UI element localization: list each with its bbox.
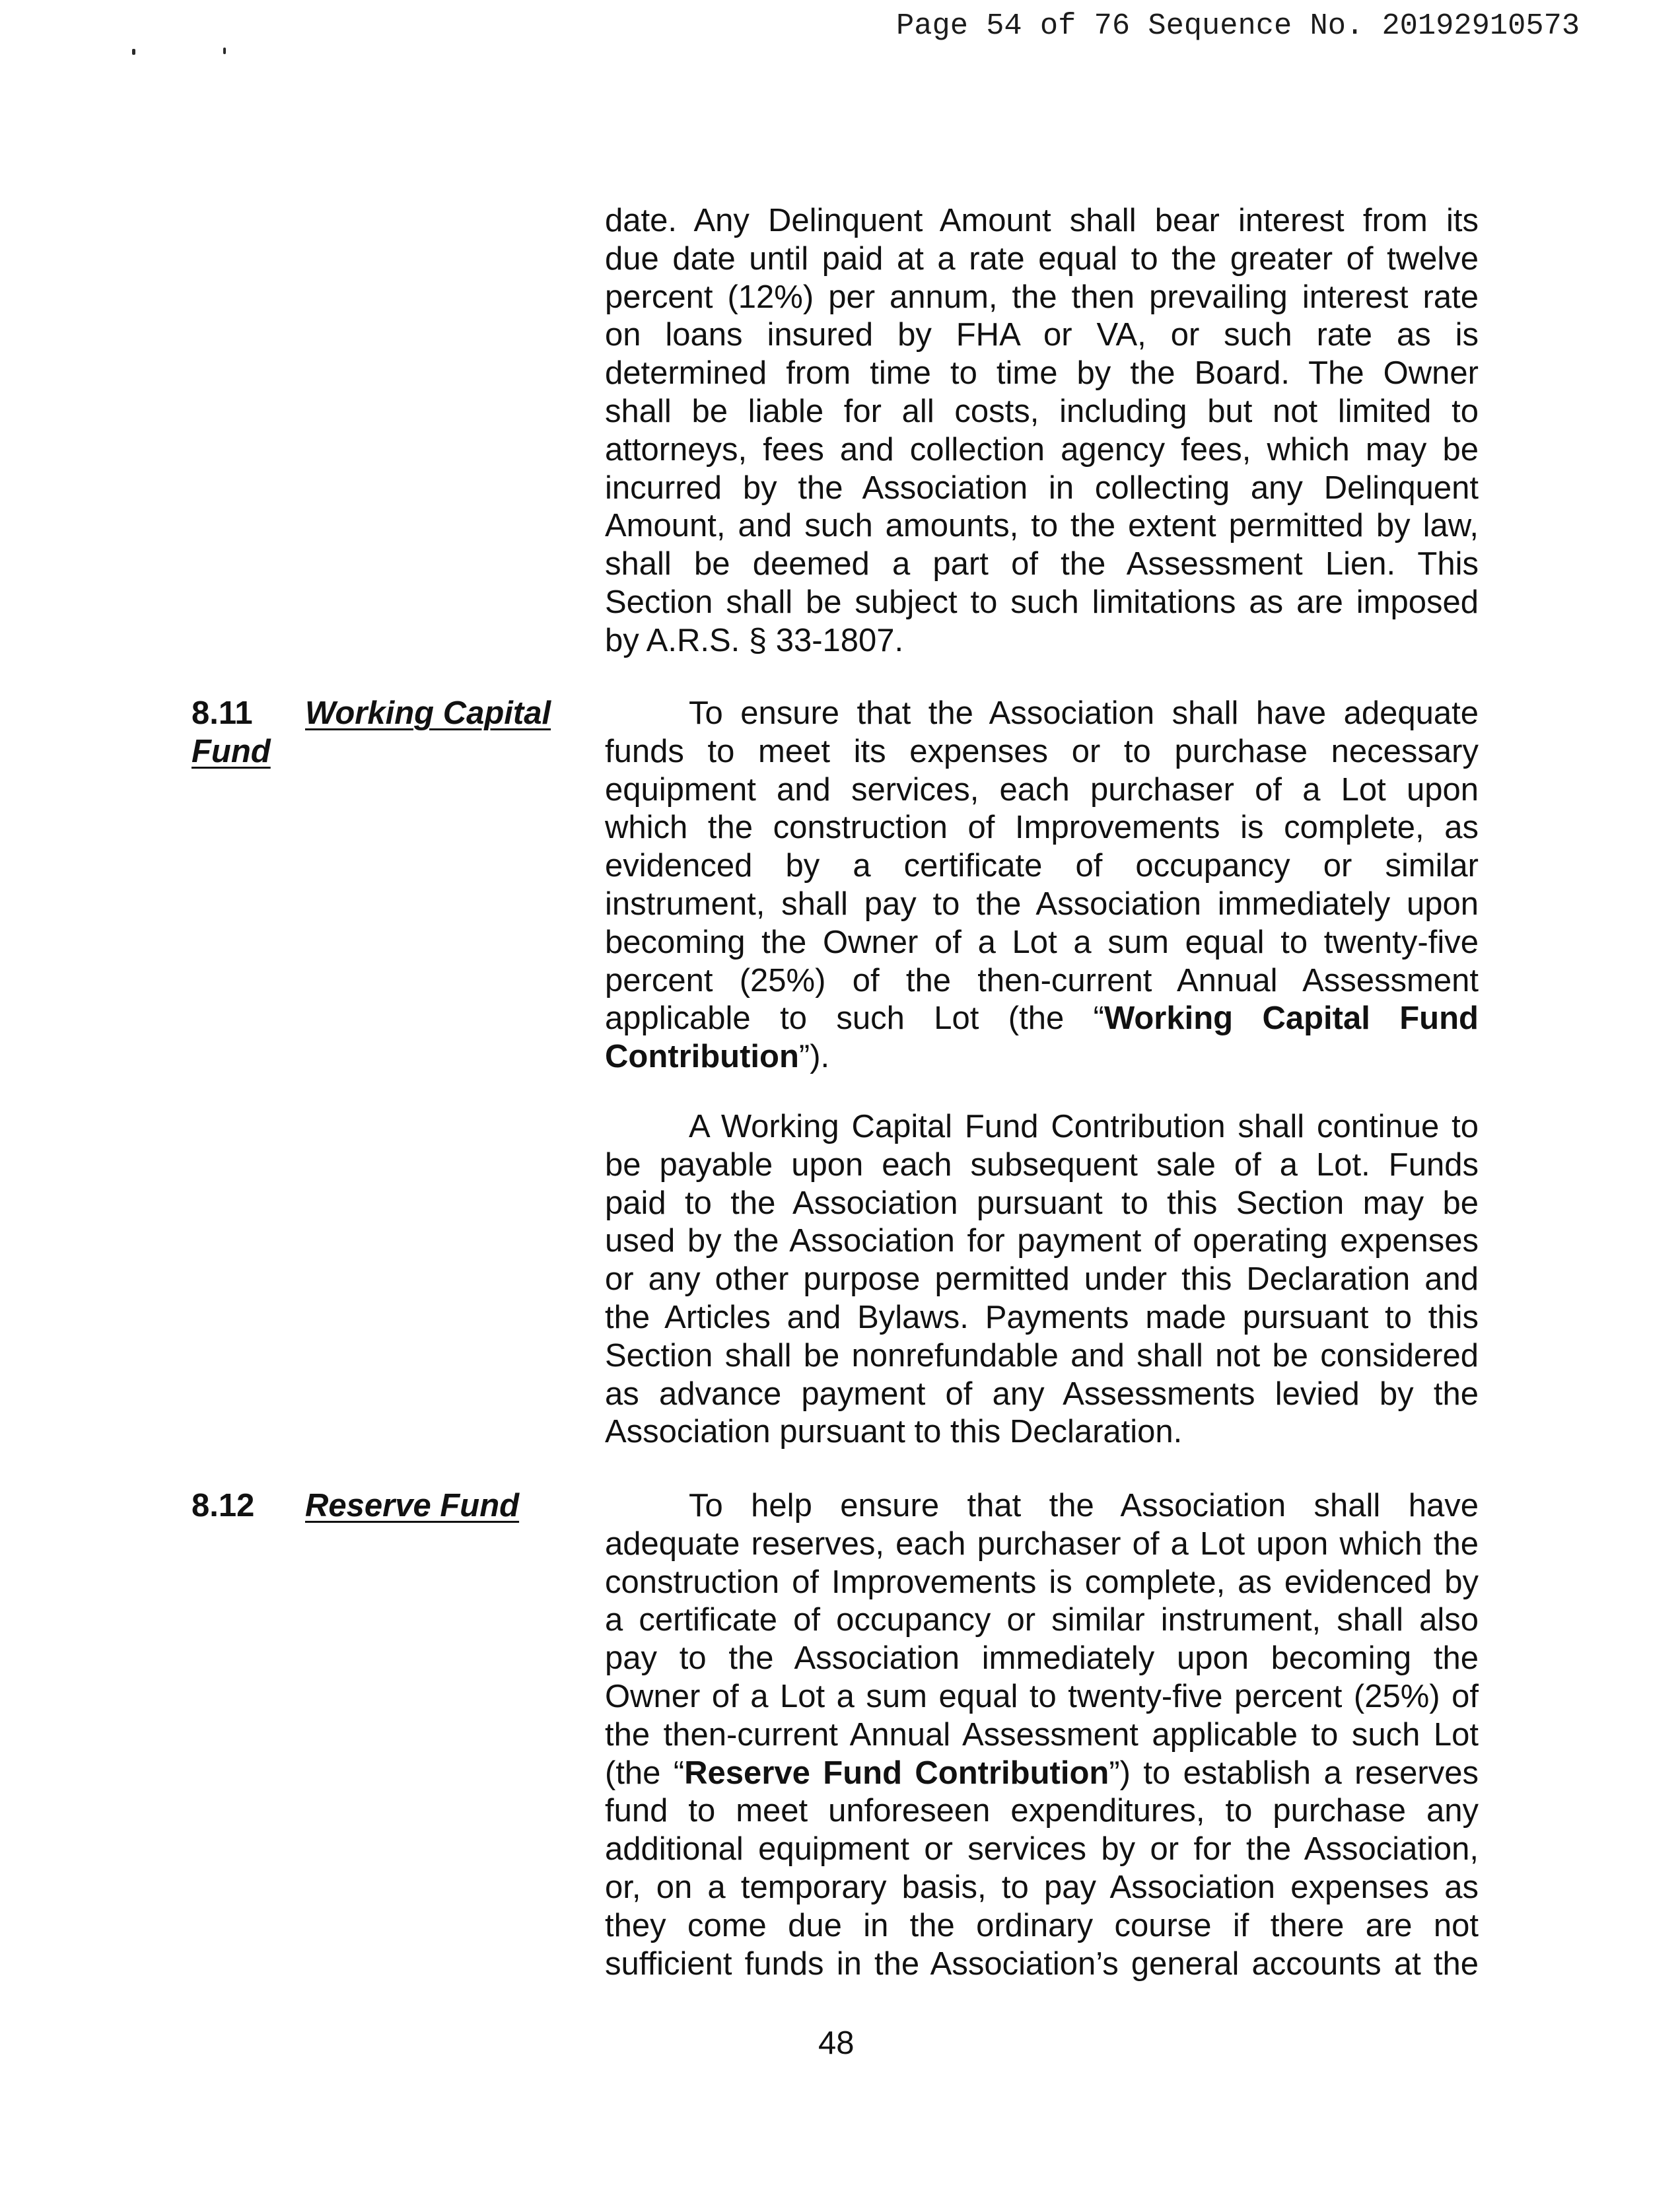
text-line: fund to meet unforeseen expenditures, to purchase any	[605, 1793, 1479, 1829]
text-line: a certificate of occupancy or similar instrument, shall also	[605, 1602, 1479, 1638]
text-line: shall be deemed a part of the Assessment Lien. This	[605, 546, 1479, 582]
text-line: becoming the Owner of a Lot a sum equal to twenty-five	[605, 924, 1479, 960]
text-line: Section shall be nonrefundable and shall not be considered	[605, 1337, 1479, 1374]
section-number: 8.12	[192, 1488, 255, 1523]
section-number: 8.11	[192, 695, 253, 731]
text-line: by A.R.S. § 33-1807.	[605, 622, 904, 658]
text-line: on loans insured by FHA or VA, or such rate as is	[605, 317, 1479, 353]
text-segment: (the “	[605, 1755, 685, 1791]
scan-mark	[223, 48, 226, 54]
defined-term: Contribution	[605, 1039, 799, 1075]
text-line: determined from time to time by the Board. The Owner	[605, 355, 1479, 392]
text-line: evidenced by a certificate of occupancy or similar	[605, 848, 1479, 884]
text-line: they come due in the ordinary course if there are not	[605, 1907, 1479, 1943]
text-line: Owner of a Lot a sum equal to twenty-five percent (25%) of	[605, 1678, 1479, 1714]
text-line: equipment and services, each purchaser of a Lot upon	[605, 771, 1479, 808]
text-line: percent (25%) of the then-current Annual Assessment	[605, 962, 1479, 998]
text-line: construction of Improvements is complete, as evidenced by	[605, 1564, 1479, 1600]
text-line: Section shall be subject to such limitations as are imposed	[605, 584, 1479, 620]
text-line: or, on a temporary basis, to pay Association expenses as	[605, 1869, 1479, 1905]
text-line: shall be liable for all costs, including but not limited to	[605, 393, 1479, 429]
text-line: pay to the Association immediately upon becoming the	[605, 1640, 1479, 1677]
text-line	[605, 1755, 1479, 1793]
text-line: or any other purpose permitted under this Declaration and	[605, 1261, 1479, 1298]
text-line: incurred by the Association in collecting any Delinquent	[605, 470, 1479, 506]
defined-term: Reserve Fund Contribution	[684, 1755, 1109, 1791]
text-line: percent (12%) per annum, the then prevailing interest rate	[605, 279, 1479, 315]
text-line: due date until paid at a rate equal to the greater of twelve	[605, 240, 1479, 277]
text-line: To help ensure that the Association shall have	[689, 1488, 1479, 1523]
text-line: To ensure that the Association shall have adequate	[689, 695, 1479, 731]
section-8-12-paragraph-1	[605, 1487, 1479, 1983]
text-line: sufficient funds in the Association’s general accounts at the	[605, 1945, 1479, 1982]
text-line: the then-current Annual Assessment applicable to such Lot	[605, 1716, 1479, 1753]
text-line: funds to meet its expenses or to purchase necessary	[605, 733, 1479, 769]
text-line	[605, 1038, 1479, 1076]
text-line: instrument, shall pay to the Association immediately upon	[605, 886, 1479, 922]
text-line: A Working Capital Fund Contribution shall continue to	[689, 1109, 1479, 1144]
text-line: used by the Association for payment of operating expenses	[605, 1223, 1479, 1259]
text-line: adequate reserves, each purchaser of a Lot upon which the	[605, 1525, 1479, 1562]
text-line: date. Any Delinquent Amount shall bear interest from its	[605, 203, 1479, 238]
section-8-11-paragraph-1	[605, 695, 1479, 1076]
page-number: 48	[818, 2025, 855, 2061]
section-8-11-paragraph-2	[605, 1108, 1479, 1451]
text-line: paid to the Association pursuant to this Section may be	[605, 1185, 1479, 1221]
text-line: which the construction of Improvements is complete, as	[605, 810, 1479, 846]
text-line	[605, 1000, 1479, 1038]
defined-term: Working Capital Fund	[1103, 1000, 1479, 1037]
continuation-paragraph	[605, 202, 1479, 660]
section-title: Working Capital	[305, 695, 551, 731]
text-line: Association pursuant to this Declaration.	[605, 1414, 1183, 1450]
text-segment: ”).	[798, 1039, 830, 1075]
page-sequence-header: Page 54 of 76 Sequence No. 20192910573	[896, 9, 1580, 43]
text-segment: applicable to such Lot (the “	[605, 1000, 1104, 1037]
text-line: as advance payment of any Assessments levied by the	[605, 1376, 1479, 1412]
scan-mark	[132, 49, 135, 55]
text-line: attorneys, fees and collection agency fees, which may be	[605, 431, 1479, 468]
section-title: Reserve Fund	[305, 1488, 520, 1523]
text-segment: ”) to establish a reserves	[1109, 1755, 1479, 1791]
text-line: be payable upon each subsequent sale of a Lot. Funds	[605, 1146, 1479, 1183]
section-title-continued: Fund	[192, 733, 271, 769]
text-line: additional equipment or services by or for the Association,	[605, 1831, 1479, 1868]
text-line: the Articles and Bylaws. Payments made pursuant to this	[605, 1299, 1479, 1335]
text-line: Amount, and such amounts, to the extent permitted by law,	[605, 508, 1479, 544]
